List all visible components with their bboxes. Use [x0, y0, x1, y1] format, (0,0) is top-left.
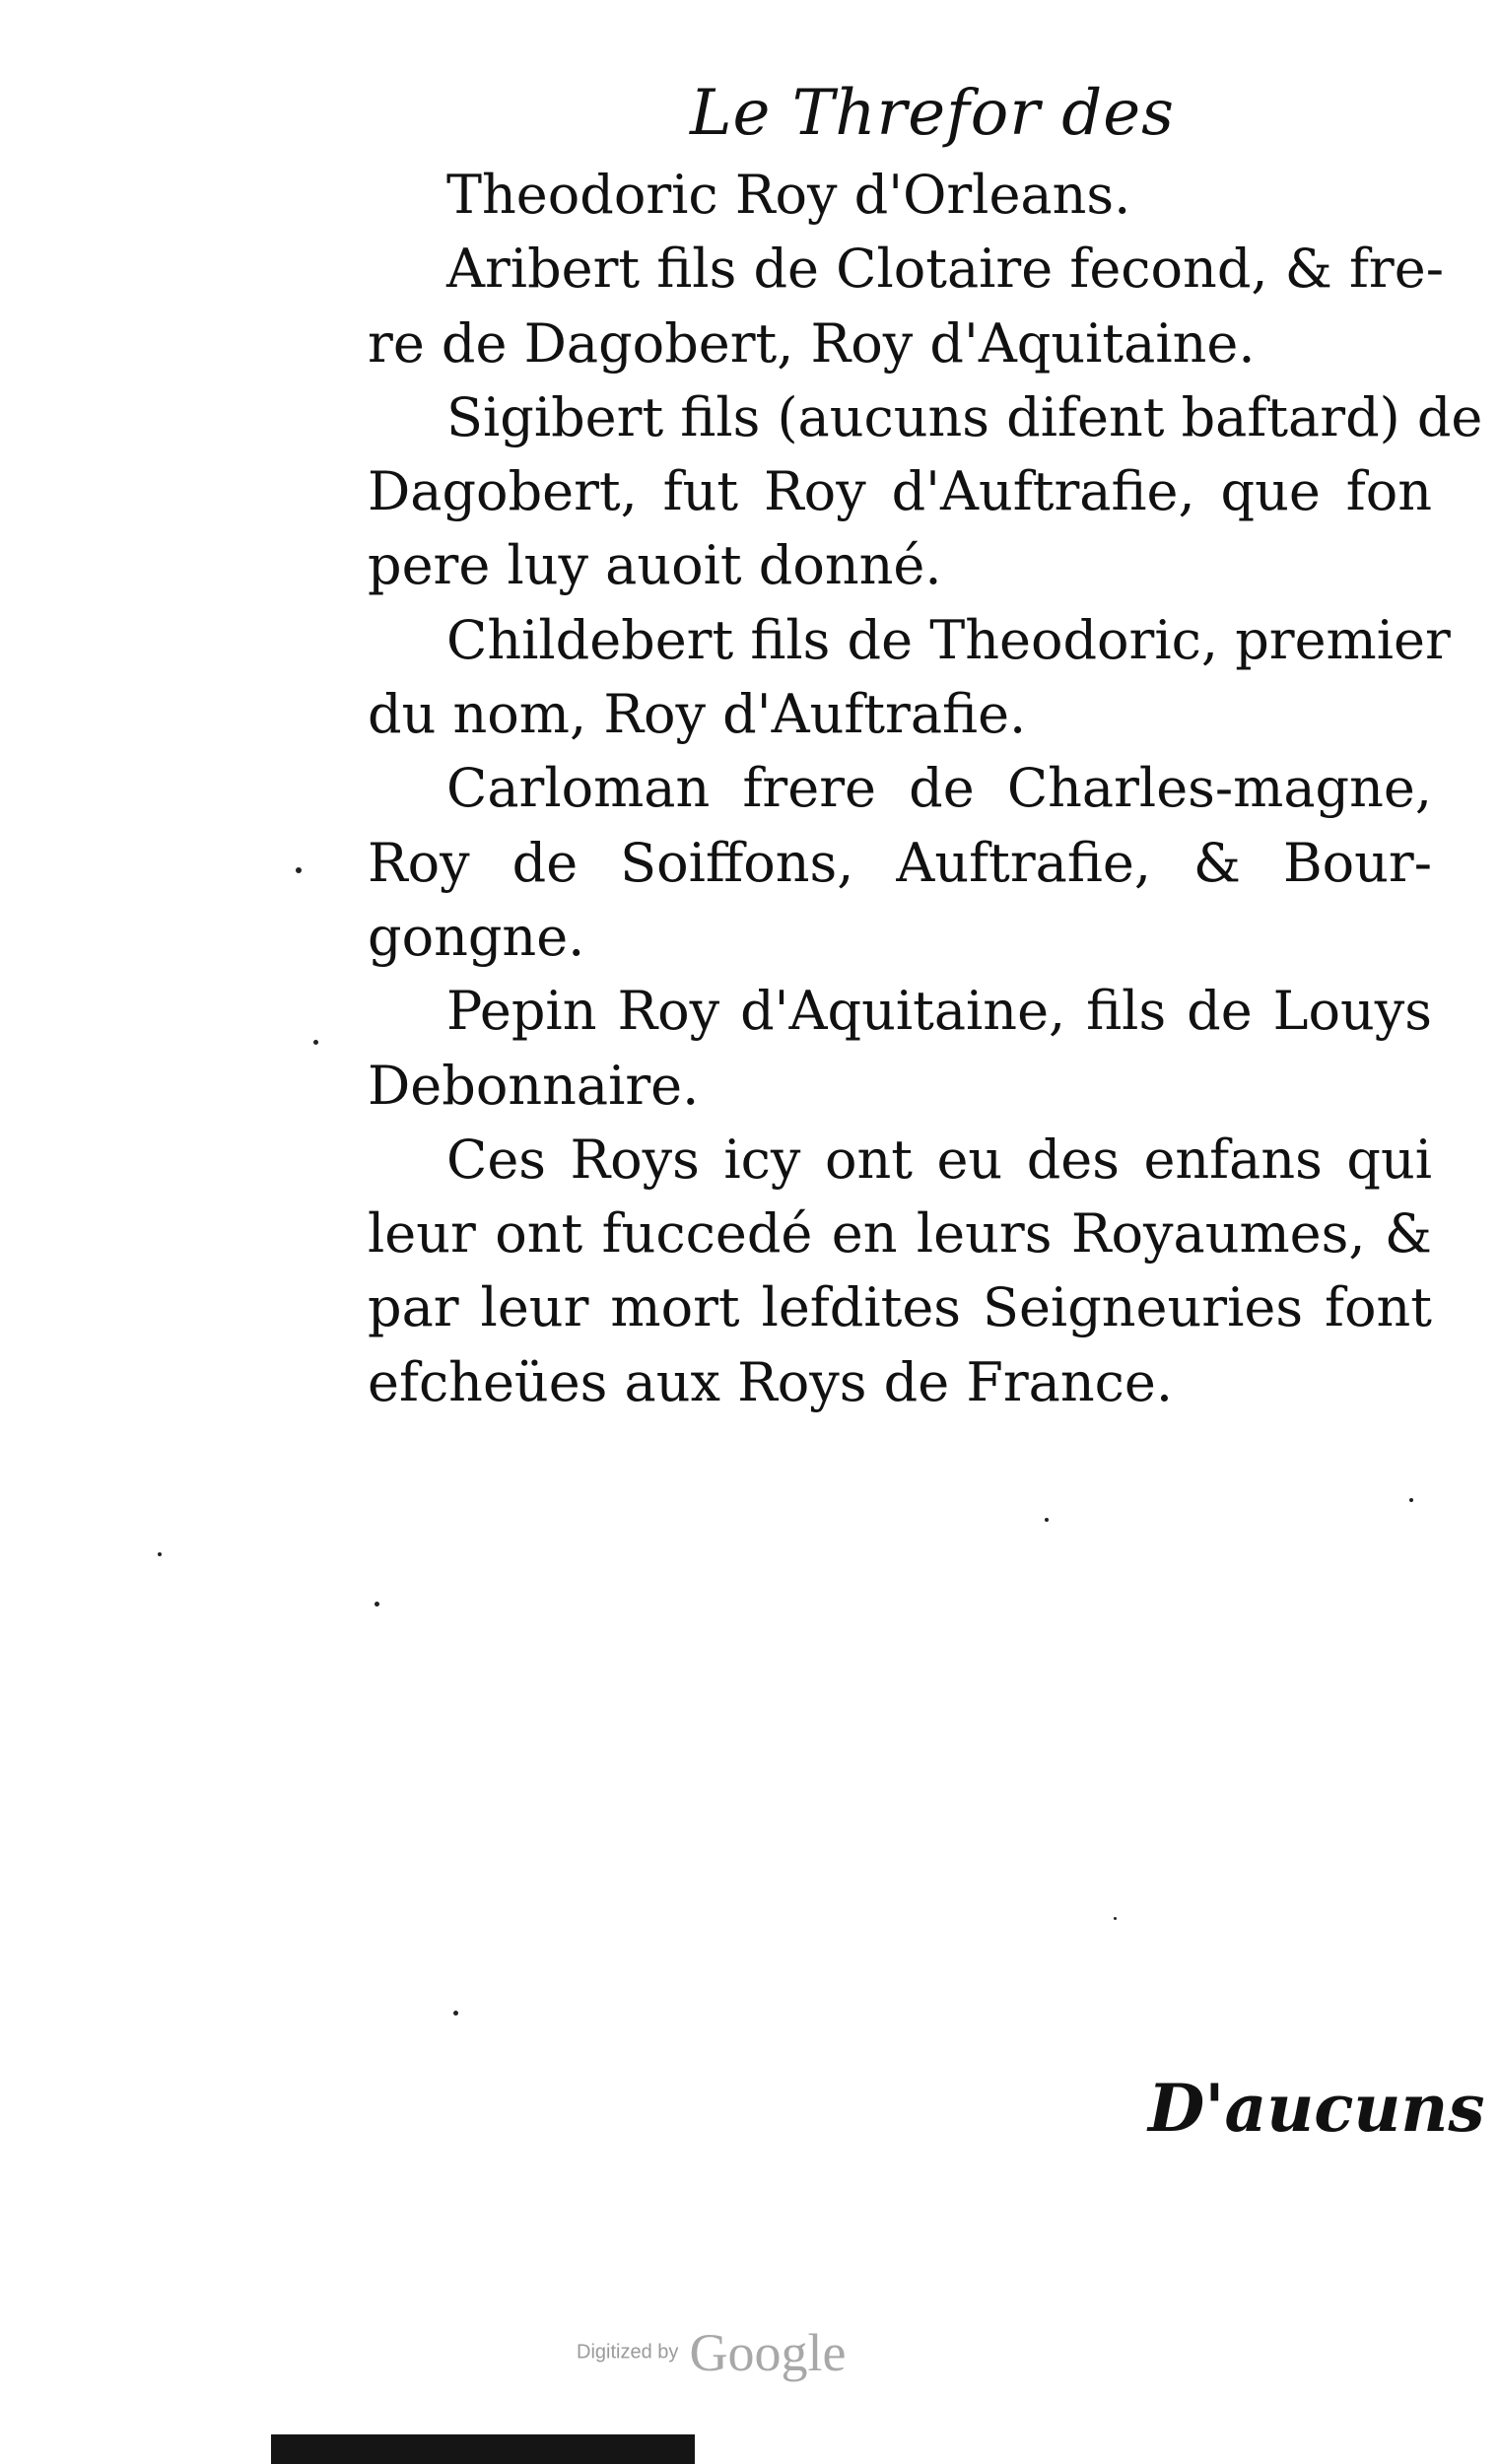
- body-text: [368, 158, 1483, 1419]
- scan-speck: [1045, 1518, 1049, 1522]
- text-line: Aribert fils de Clotaire fecond, & fre-: [446, 238, 1444, 301]
- text-line: pere luy auoit donné.: [368, 534, 942, 597]
- scan-speck: [375, 1602, 379, 1607]
- google-logo: Google: [689, 2323, 847, 2382]
- digitized-by-label: Digitized by: [577, 2341, 679, 2363]
- text-line: par leur mort lefdites Seigneuries font: [368, 1276, 1432, 1339]
- text-line: leur ont fuccedé en leurs Royaumes, &: [368, 1202, 1432, 1266]
- scan-speck: [296, 867, 302, 873]
- digitized-by-google-watermark: [577, 2322, 846, 2383]
- text-line: Childebert fils de Theodoric, premier: [446, 608, 1451, 671]
- running-head: Le Threfor des: [690, 77, 1175, 150]
- text-line: Debonnaire.: [368, 1054, 700, 1117]
- text-line: Ces Roys icy ont eu des enfans qui: [446, 1128, 1432, 1191]
- scan-speck: [1409, 1498, 1413, 1502]
- text-line: Theodoric Roy d'Orleans.: [446, 164, 1131, 226]
- text-line: Carloman frere de Charles-magne,: [446, 757, 1432, 820]
- scan-edge-strip: [271, 2434, 695, 2464]
- text-line: gongne.: [368, 905, 585, 968]
- text-line: Roy de Soiffons, Auftrafie, & Bour-: [368, 831, 1432, 894]
- text-line: Pepin Roy d'Aquitaine, fils de Louys: [446, 980, 1432, 1043]
- text-line: du nom, Roy d'Auftrafie.: [368, 683, 1027, 746]
- text-line: Dagobert, fut Roy d'Auftrafie, que fon: [368, 460, 1432, 523]
- text-line: Sigibert fils (aucuns difent baftard) de: [446, 385, 1483, 448]
- text-line: re de Dagobert, Roy d'Aquitaine.: [368, 311, 1256, 375]
- scan-speck: [1114, 1917, 1117, 1920]
- catchword: D'aucuns: [1148, 2070, 1485, 2147]
- scan-speck: [313, 1040, 318, 1045]
- scan-speck: [453, 2011, 458, 2016]
- scan-speck: [158, 1552, 162, 1556]
- text-line: efcheües aux Roys de France.: [368, 1350, 1173, 1413]
